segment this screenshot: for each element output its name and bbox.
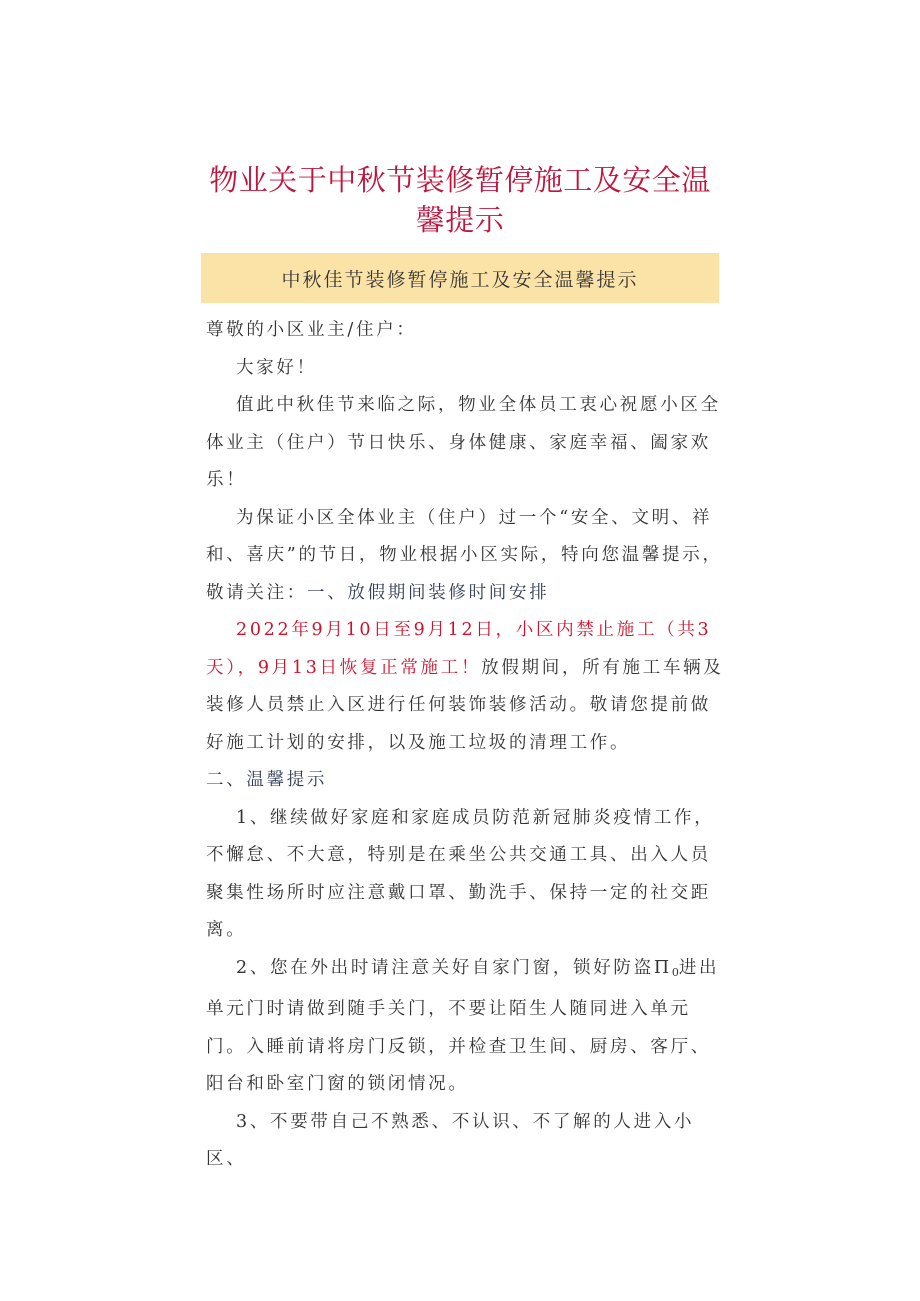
schedule-details: 放假期间，所有施工车辆及装修人员禁止入区进行任何装饰装修活动。敬请您提前做好施工计划的安排，以及施工垃圾的清理工作。 bbox=[206, 657, 724, 753]
tip-2-part-2: 进出单元门时请做到随手关门，不要让陌生人随同进入单元门。入睡前请将房门反锁，并检查卫生间、厨房、客厅、阳台和卧室门窗的锁闭情况。 bbox=[206, 957, 720, 1094]
tip-1: 1、继续做好家庭和家庭成员防范新冠肺炎疫情工作，不懈怠、不大意，特别是在乘坐公共交通工具、出入人员聚集性场所时应注意戴口罩、勤洗手、保持一定的社交距离。 bbox=[206, 807, 715, 940]
page-title: 物业关于中秋节装修暂停施工及安全温馨提示 bbox=[209, 163, 711, 237]
paragraph-purpose bbox=[206, 500, 726, 613]
section-heading-schedule: 一、放假期间装修时间安排 bbox=[307, 582, 550, 603]
hello-line: 大家好！ bbox=[236, 357, 317, 378]
subtitle-banner: 中秋佳节装修暂停施工及安全温馨提示 bbox=[201, 253, 719, 303]
tip-3: 3、不要带自己不熟悉、不认识、不了解的人进入小区、 bbox=[206, 1111, 695, 1169]
purpose-text: 为保证小区全体业主（住户）过一个“安全、文明、祥和、喜庆”的节日，物业根据小区实际，特向您温馨提示，敬请关注： bbox=[206, 507, 723, 603]
paragraph-wishes: 值此中秋佳节来临之际，物业全体员工衷心祝愿小区全体业主（住户）节日快乐、身体健康、家庭幸福、阖家欢乐！ bbox=[206, 395, 721, 490]
tip-2-subscript: 0 bbox=[671, 965, 679, 979]
tip-2-symbol: Π bbox=[653, 957, 672, 978]
schedule-highlight: 2022年9月10日至9月12日，小区内禁止施工（共3天），9月13日恢复正常施工！ bbox=[206, 620, 712, 678]
section-heading-tips: 二、温馨提示 bbox=[206, 770, 328, 790]
tip-2 bbox=[206, 950, 726, 1104]
notice-body bbox=[206, 312, 726, 1179]
greeting: 尊敬的小区业主/住户： bbox=[206, 320, 417, 340]
tip-2-part-1: 2、您在外出时请注意关好自家门窗，锁好防盗 bbox=[236, 957, 654, 978]
paragraph-schedule bbox=[206, 612, 726, 762]
